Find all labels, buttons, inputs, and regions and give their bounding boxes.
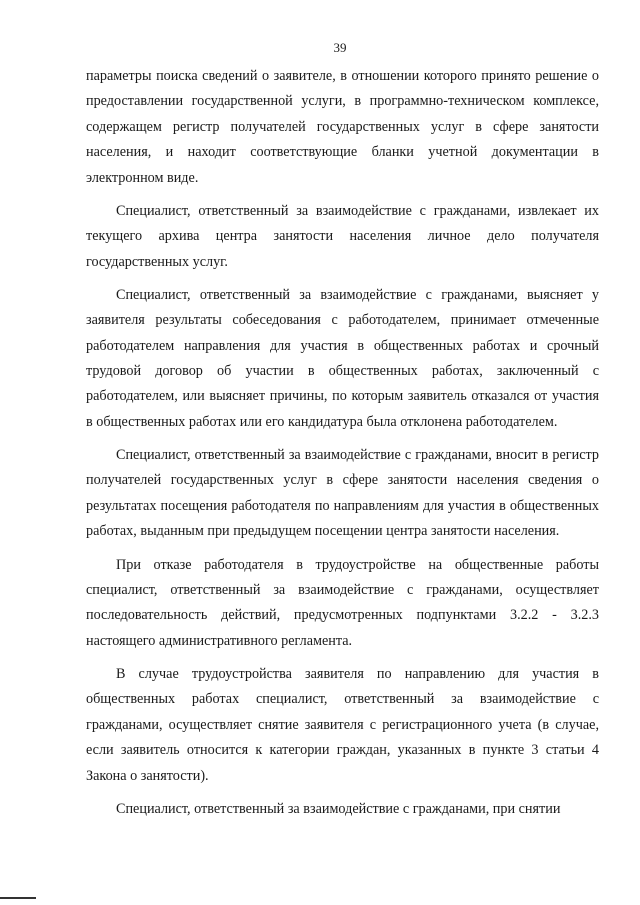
paragraph-register-entry: Специалист, ответственный за взаимодействие с гражданами, вносит в регистр получателей государственных услуг в сфере занятости населения сведения о результатах посещения работодателя по направлениям для участия в общественных работах, выданным при предыдущем посещении центра занятости населения. [86, 447, 599, 540]
document-body [86, 64, 599, 830]
paragraph-deregistration: В случае трудоустройства заявителя по направлению для участия в общественных работах специалист, ответственный за взаимодействие с гражданами, осуществляет снятие заявителя с регистрационного учета (в случае, если заявитель относится к категории граждан, указанных в пункте 3 статьи 4 Закона о занятости). [86, 665, 599, 784]
page-number: 39 [333, 40, 347, 55]
paragraph-continuation: Специалист, ответственный за взаимодействие с гражданами, при снятии [116, 800, 561, 817]
footer-rule [0, 897, 36, 899]
paragraph-personal-file: Специалист, ответственный за взаимодействие с гражданами, извлекает их текущего архива центра занятости населения личное дело получателя государственных услуг. [86, 202, 599, 270]
paragraph-employer-refusal: При отказе работодателя в трудоустройстве на общественные работы специалист, ответственный за взаимодействие с гражданами, осуществляет последовательность действий, предусмотренных подпунктами 3.2.2 - 3.2.3 настоящего административного регламента. [86, 556, 599, 649]
paragraph-interview-results: Специалист, ответственный за взаимодействие с гражданами, выясняет у заявителя результаты собеседования с работодателем, принимает отмеченные работодателем направления для участия в общественных работах и срочный трудовой договор об участии в общественных работах, заключенный с работодателем, или выясняет причины, по которым заявитель отказался от участия в общественных работах или его кандидатура была отклонена работодателем. [86, 286, 599, 430]
paragraph-search-parameters: параметры поиска сведений о заявителе, в отношении которого принято решение о предоставлении государственной услуги, в программно-техническом комплексе, содержащем регистр получателей государственных услуг в сфере занятости населения, и находит соответствующие бланки учетной документации в электронном виде. [86, 68, 599, 186]
